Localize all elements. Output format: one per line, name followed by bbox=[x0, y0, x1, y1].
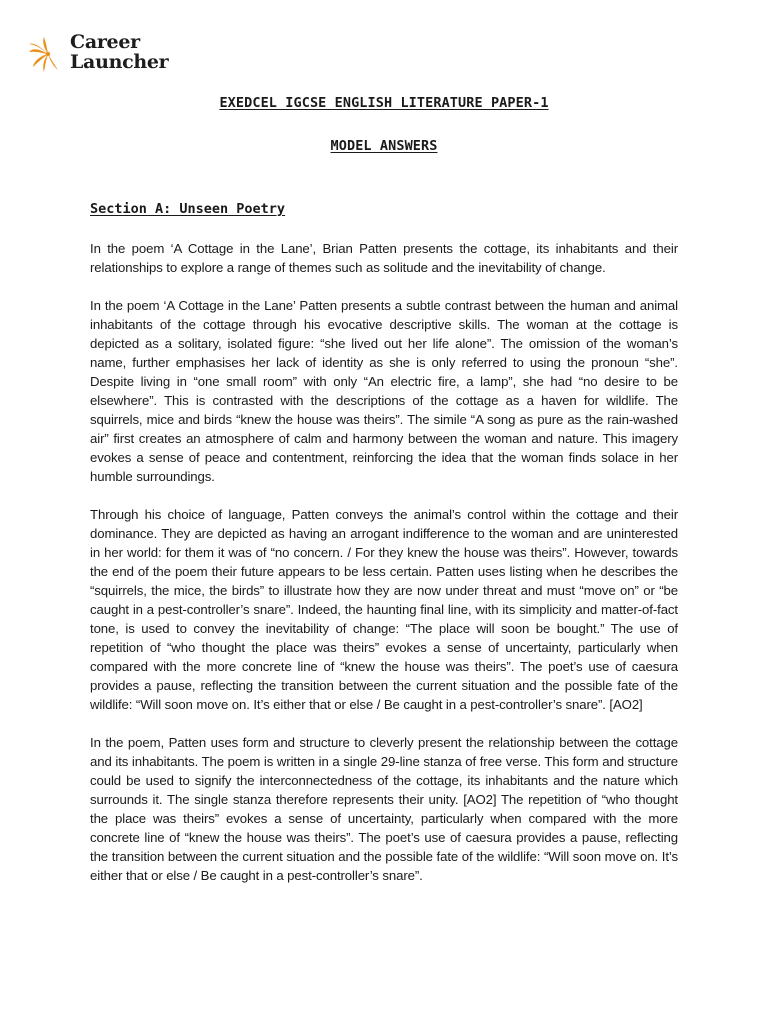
document-subtitle: MODEL ANSWERS bbox=[330, 138, 438, 154]
brand-line-2: Launcher bbox=[70, 51, 169, 73]
paragraph: Through his choice of language, Patten conveys the animal’s control within the cottage and their dominance. They are depicted as having an arrogant indifference to the woman and are uninterested in her world: for them it was of “no concern. / For they knew the house was theirs”. However, towards the end of the poem their future appears to be less certain. Patten uses listing when he describes the “squirrels, the mice, the birds” to illustrate how they are now under threat and must “move on” or “be caught in a pest-controller’s snare”. Indeed, the haunting final line, with its simplicity and matter-of-fact tone, is used to convey the inevitability of change: “The place will soon be bought.” The use of repetition of “who thought the place was theirs” evokes a sense of uncertainty, particularly when compared with the more concrete line of “knew the house was theirs”. The poet’s use of caesura provides a pause, reflecting the transition between the current situation and the possible fate of the wildlife: “Will soon move on. It’s either that or else / Be caught in a pest-controller’s snare”. [AO2] bbox=[90, 507, 678, 712]
paragraph: In the poem, Patten uses form and structure to cleverly present the relationship between the cottage and its inhabitants. The poem is written in a single 29-line stanza of free verse. This form and structure could be used to signify the interconnectedness of the cottage, its inhabitants and the nature which surrounds it. The single stanza therefore represents their unity. [AO2] The repetition of “who thought the place was theirs” evokes a sense of uncertainty, particularly when compared with the more concrete line of “knew the house was theirs”. The poet’s use of caesura provides a pause, reflecting the transition between the current situation and the possible fate of the wildlife: “Will soon move on. It’s either that or else / Be caught in a pest-controller’s snare”. bbox=[90, 735, 678, 883]
sunburst-icon bbox=[28, 36, 70, 74]
answer-body bbox=[90, 239, 678, 904]
brand-line-1: Career bbox=[70, 31, 140, 53]
paragraph: In the poem ‘A Cottage in the Lane’ Patten presents a subtle contrast between the human and animal inhabitants of the cottage through his evocative descriptive skills. The woman at the cottage is depicted as a solitary, isolated figure: “she lived out her life alone”. The omission of the woman’s name, further emphasises her lack of identity as she is only referred to using the pronoun “she”. Despite living in “one small room” with only “An electric fire, a lamp”, she had “no desire to be elsewhere”. This is contrasted with the descriptions of the cottage as a haven for wildlife. The squirrels, mice and birds “knew the house was theirs”. The simile “A song as pure as the rain-washed air” first creates an atmosphere of calm and harmony between the woman and nature. This imagery evokes a sense of peace and contentment, reinforcing the idea that the woman finds solace in her humble surroundings. bbox=[90, 298, 678, 484]
document-title: EXEDCEL IGCSE ENGLISH LITERATURE PAPER-1 bbox=[219, 95, 549, 111]
section-heading: Section A: Unseen Poetry bbox=[90, 201, 286, 217]
career-launcher-logo bbox=[28, 30, 188, 76]
brand-name bbox=[70, 32, 168, 72]
paragraph: In the poem ‘A Cottage in the Lane’, Brian Patten presents the cottage, its inhabitants and their relationships to explore a range of themes such as solitude and the inevitability of change. bbox=[90, 241, 678, 275]
